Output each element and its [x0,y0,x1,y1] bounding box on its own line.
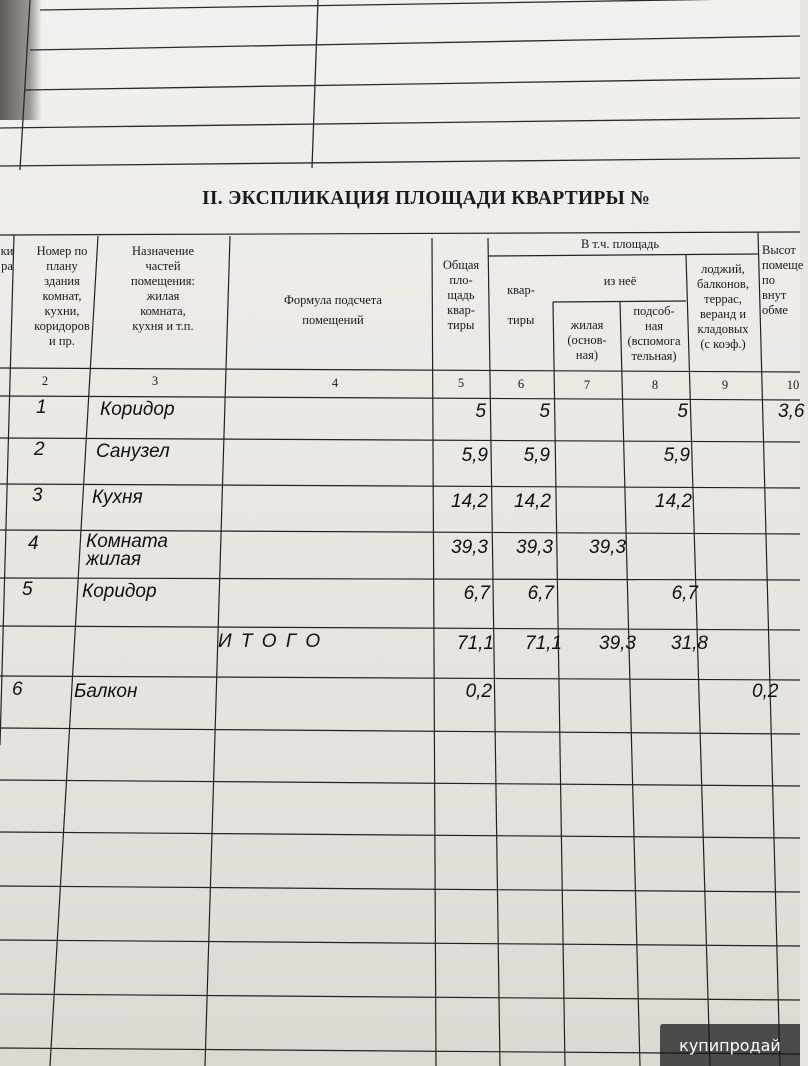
total-area-sum: 71,1 [457,633,494,654]
flat-area-value: 5,9 [523,445,550,466]
total-row-label: И Т О Г О [218,631,323,652]
total-area-value: 5,9 [461,445,488,466]
room-number: 2 [34,439,45,460]
loggia-area-value: 0,2 [752,681,779,702]
header-formula: Формула подсчета помещений [284,293,382,327]
room-number: 1 [36,397,47,418]
column-number: 6 [517,377,525,391]
header-auxiliary-area: подсоб- ная (вспомога тельная) [627,304,681,363]
living-area-value: 39,3 [589,537,626,558]
room-name: Комната жилая [86,531,168,570]
section-title: II. ЭКСПЛИКАЦИЯ ПЛОЩАДИ КВАРТИРЫ № [202,188,651,209]
aux-area-sum: 31,8 [671,633,708,654]
height-value: 3,6 [778,401,805,422]
aux-area-value: 5 [677,401,688,422]
header-loggia-area: лоджий, балконов, террас, веранд и кладовых (с коэф.) [697,262,749,351]
aux-area-value: 14,2 [655,491,692,512]
living-area-sum: 39,3 [599,633,636,654]
header-including-area: В т.ч. площадь [580,237,660,251]
flat-area-value: 5 [539,401,550,422]
room-name: Коридор [100,399,175,420]
column-number: 4 [331,376,339,390]
flat-area-value: 6,7 [527,583,554,604]
total-area-value: 5 [475,401,486,422]
header-of-which: из неё [603,274,637,288]
room-name: Кухня [92,487,143,508]
room-number: 6 [12,679,23,700]
header-living-area: жилая (основ- ная) [567,318,607,362]
column-number: 3 [151,374,159,388]
column-number: 9 [721,378,729,392]
header-total-area: Общая пло- щадь квар- тиры [442,258,480,332]
room-number: 5 [22,579,33,600]
room-number: 4 [28,533,39,554]
aux-area-value: 6,7 [671,583,698,604]
header-col1-partial: ки ра [0,244,14,273]
total-area-value: 14,2 [451,491,488,512]
flat-area-value: 39,3 [516,537,553,558]
total-area-value: 6,7 [463,583,490,604]
room-name: Санузел [96,441,170,462]
header-height-partial: Высот помеще по внут обме [762,243,804,317]
column-number: 2 [41,374,49,388]
column-number: 5 [457,376,465,390]
column-number: 10 [786,378,800,392]
total-area-value: 0,2 [465,681,492,702]
total-area-value: 39,3 [451,537,488,558]
header-room-purpose: Назначение частей помещения: жилая комната, кухня и т.п. [131,244,195,333]
flat-area-value: 14,2 [514,491,551,512]
room-name: Коридор [82,581,157,602]
column-number: 8 [651,378,659,392]
flat-area-sum: 71,1 [525,633,562,654]
column-number: 7 [583,378,591,392]
room-name: Балкон [74,681,138,702]
room-number: 3 [32,485,43,506]
aux-area-value: 5,9 [663,445,690,466]
site-watermark: купипродай [660,1024,800,1066]
header-flat-area: квар- тиры [507,283,535,327]
header-room-number: Номер по плану здания комнат, кухни, коридоров и пр. [34,244,90,348]
